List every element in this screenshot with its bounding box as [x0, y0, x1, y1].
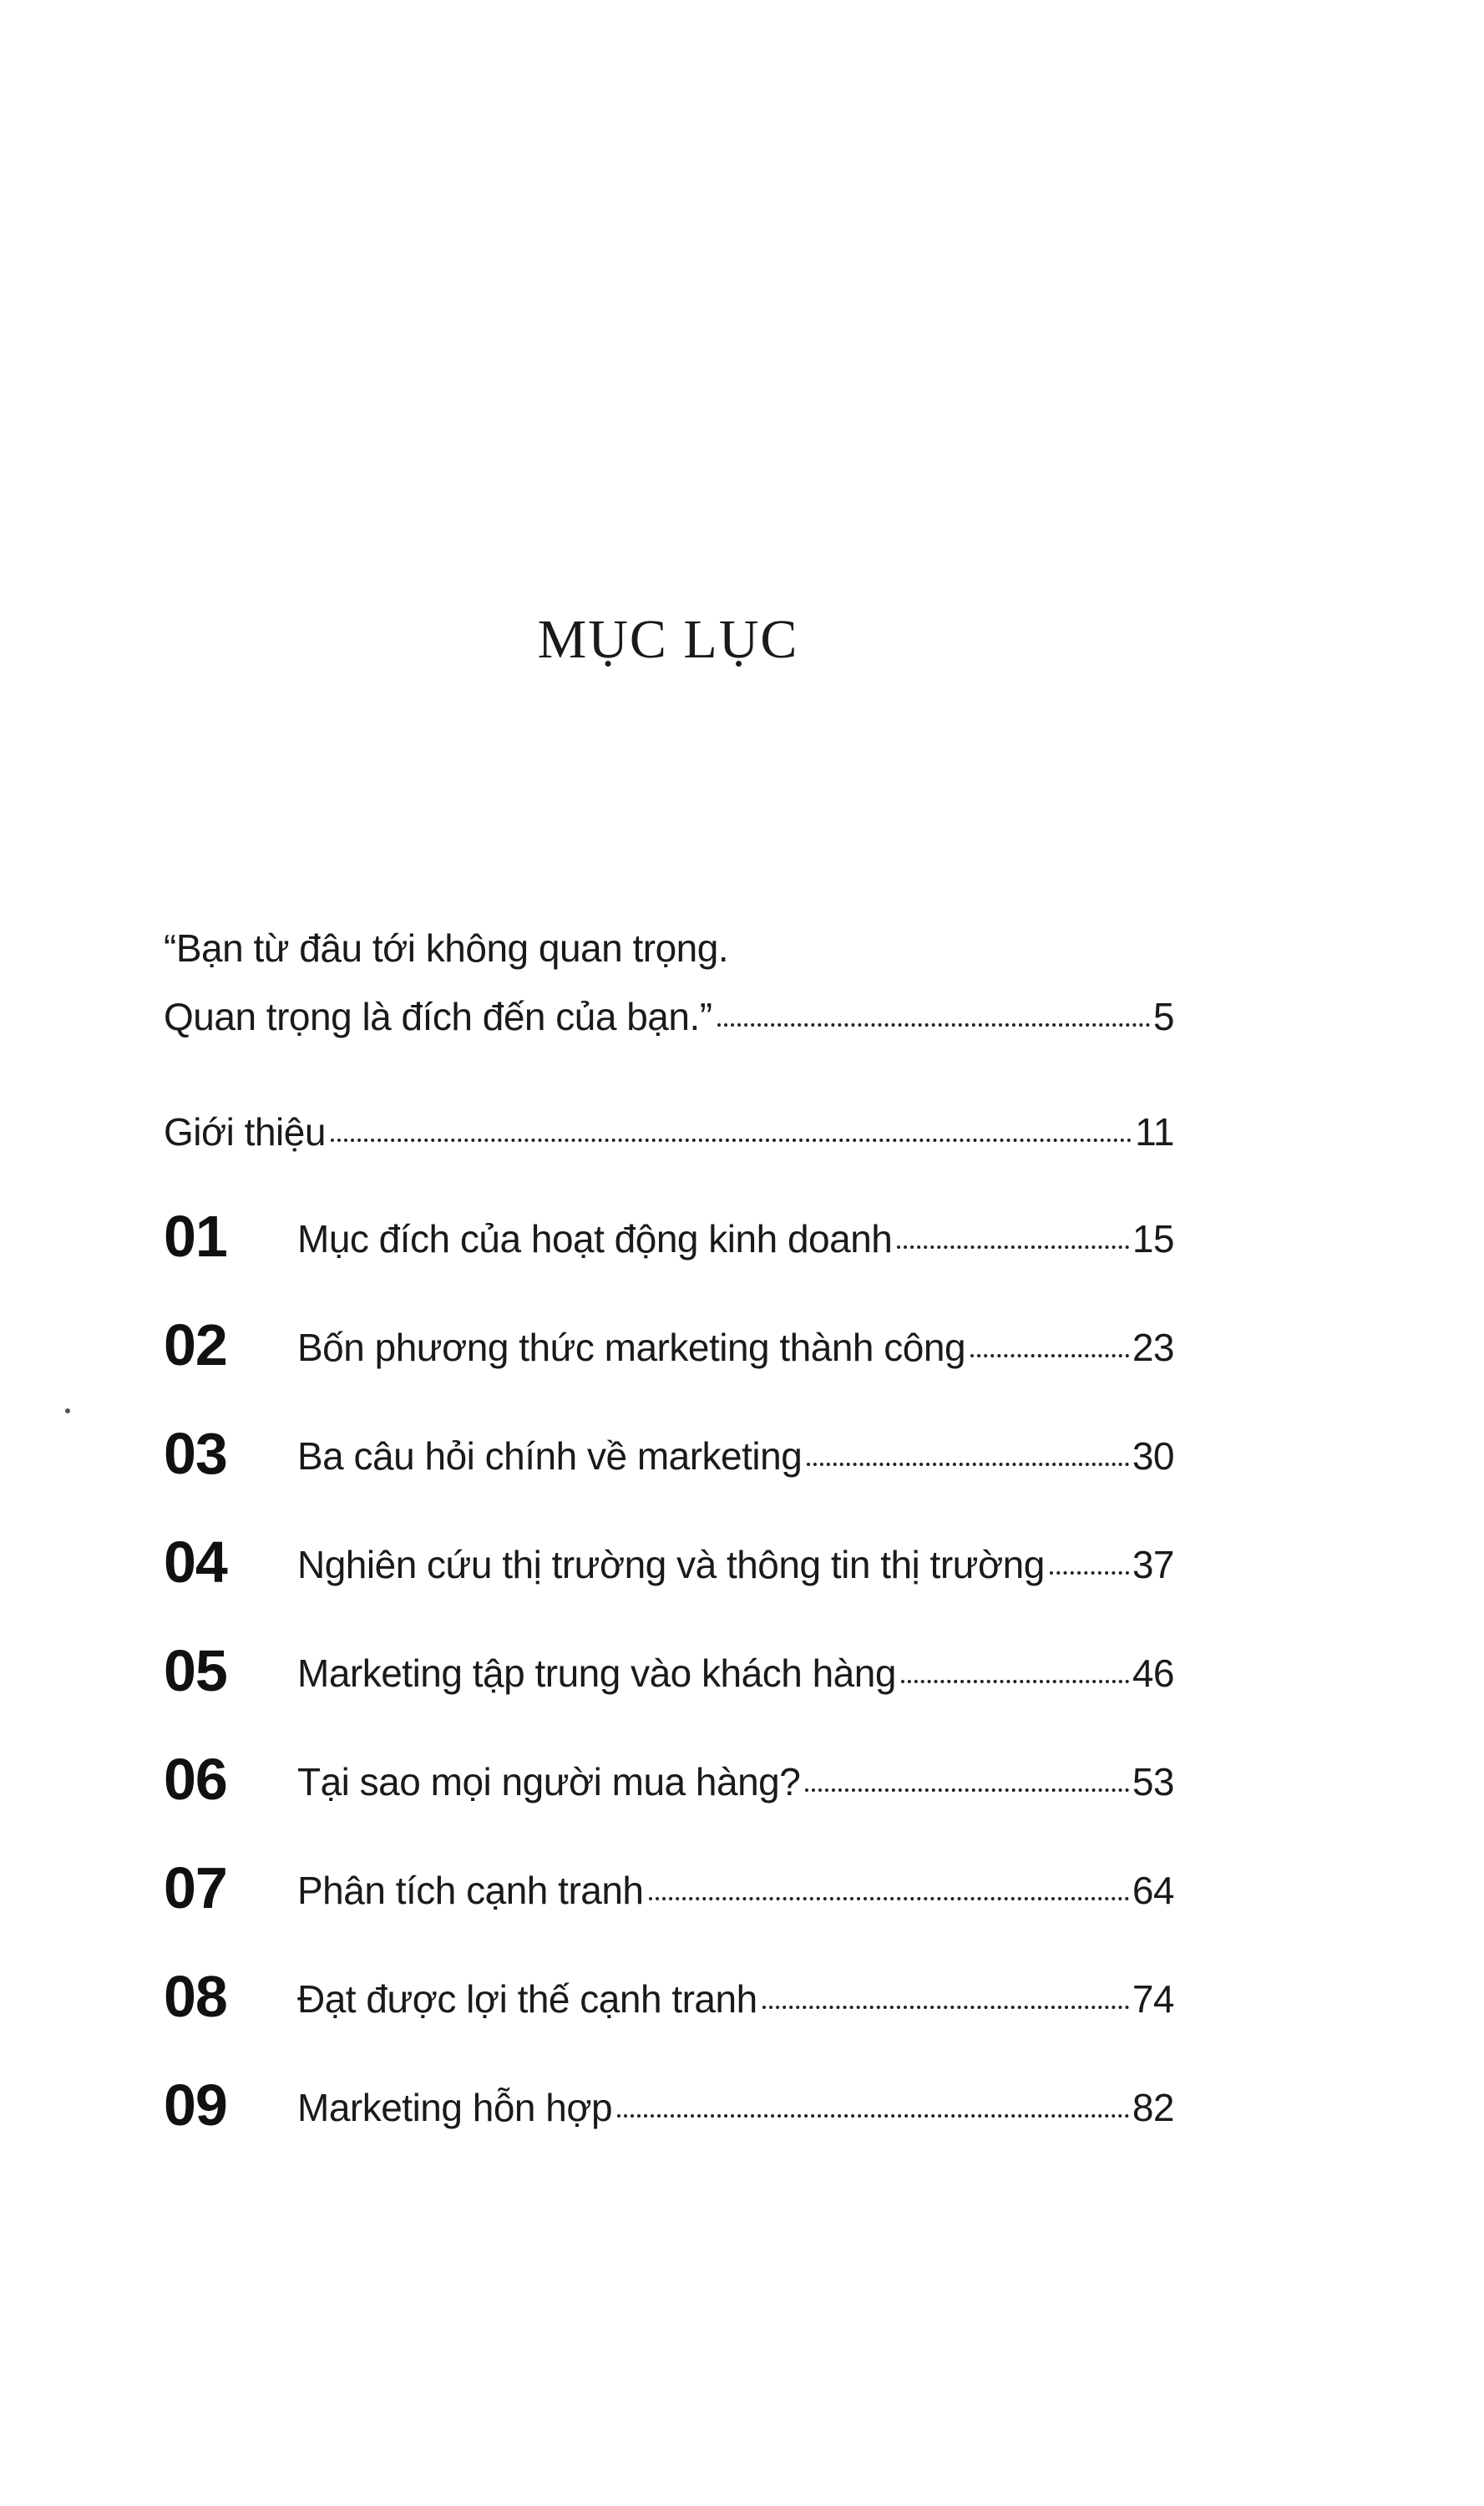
toc-entry-quote[interactable]: [164, 994, 1174, 1039]
toc-page-number: 15: [1132, 1217, 1174, 1261]
toc-page-number: 64: [1132, 1869, 1174, 1912]
toc-entry-title: Quan trọng là đích đến của bạn.”: [164, 995, 712, 1038]
toc-page-number: 74: [1132, 1977, 1174, 2021]
leader-dots: [331, 1139, 1132, 1142]
scan-speck: [65, 1408, 70, 1413]
page-title: MỤC LỤC: [537, 609, 799, 670]
toc-entry-title: Giới thiệu: [164, 1110, 326, 1154]
toc-entry-title: Tại sao mọi người mua hàng?: [297, 1760, 801, 1803]
toc-page-number: 53: [1132, 1760, 1174, 1803]
chapter-number: 08: [164, 1964, 227, 2029]
toc-entry-chapter[interactable]: [297, 2085, 1174, 2130]
chapter-number: 04: [164, 1529, 227, 1595]
chapter-number: 06: [164, 1747, 227, 1812]
leader-dots: [717, 1023, 1150, 1027]
toc-entry-title: Marketing tập trung vào khách hàng: [297, 1651, 896, 1695]
toc-page-number: 82: [1132, 2086, 1174, 2129]
leader-dots: [617, 2114, 1129, 2118]
toc-entry-chapter[interactable]: [297, 1976, 1174, 2022]
toc-entry-chapter[interactable]: [297, 1216, 1174, 1261]
toc-entry-title: Bốn phương thức marketing thành công: [297, 1326, 966, 1369]
leader-dots: [805, 1788, 1128, 1792]
toc-entry-chapter[interactable]: [297, 1868, 1174, 1913]
leader-dots: [897, 1245, 1128, 1249]
toc-entry-title: Nghiên cứu thị trường và thông tin thị trường: [297, 1543, 1045, 1586]
toc-entry-title: Ba câu hỏi chính về marketing: [297, 1434, 803, 1478]
toc-entry-title: Phân tích cạnh tranh: [297, 1869, 644, 1912]
chapter-number: 01: [164, 1204, 227, 1269]
toc-page-number: 11: [1135, 1110, 1174, 1154]
toc-page-number: 5: [1152, 995, 1174, 1038]
leader-dots: [970, 1354, 1129, 1357]
toc-entry-title: Marketing hỗn hợp: [297, 2086, 613, 2129]
leader-dots: [762, 2006, 1129, 2009]
chapter-number: 09: [164, 2072, 227, 2138]
leader-dots: [807, 1463, 1129, 1466]
toc-page-number: 30: [1132, 1434, 1174, 1478]
chapter-number: 07: [164, 1855, 227, 1920]
leader-dots: [1050, 1571, 1129, 1575]
toc-entry-title: Mục đích của hoạt động kinh doanh: [297, 1217, 893, 1261]
chapter-number: 05: [164, 1638, 227, 1703]
toc-entry-title: Đạt được lợi thế cạnh tranh: [297, 1977, 757, 2021]
chapter-number: 03: [164, 1421, 227, 1486]
toc-entry-chapter[interactable]: [297, 1651, 1174, 1696]
toc-entry-chapter[interactable]: [297, 1759, 1174, 1804]
toc-entry-introduction[interactable]: [164, 1109, 1174, 1154]
chapter-number: 02: [164, 1312, 227, 1377]
toc-page-number: 23: [1132, 1326, 1174, 1369]
toc-page-number: 37: [1132, 1543, 1174, 1586]
leader-dots: [649, 1897, 1129, 1900]
leader-dots: [901, 1680, 1129, 1683]
toc-entry-chapter[interactable]: [297, 1325, 1174, 1370]
toc-entry-chapter[interactable]: [297, 1542, 1174, 1587]
toc-page-number: 46: [1132, 1651, 1174, 1695]
toc-quote-line-1: “Bạn từ đâu tới không quan trọng.: [164, 926, 729, 970]
toc-entry-chapter[interactable]: [297, 1433, 1174, 1479]
